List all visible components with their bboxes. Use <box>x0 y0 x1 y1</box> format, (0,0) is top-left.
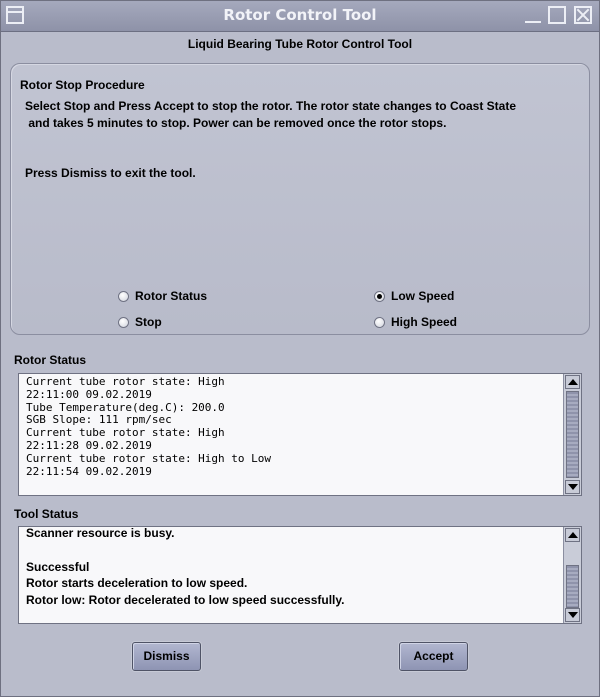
dismiss-button[interactable]: Dismiss <box>132 642 201 671</box>
scroll-down-arrow-icon[interactable] <box>565 608 580 622</box>
minimize-icon[interactable] <box>524 6 542 24</box>
log-line: Current tube rotor state: High <box>26 376 225 388</box>
accept-button[interactable]: Accept <box>399 642 468 671</box>
tool-status-scrollbar[interactable] <box>563 527 581 623</box>
log-line: Current tube rotor state: High <box>26 426 225 440</box>
scroll-thumb[interactable] <box>566 565 579 608</box>
rotor-stop-procedure-panel <box>10 63 590 335</box>
tool-status-log-content <box>26 525 561 609</box>
radio-checked-icon <box>374 291 385 302</box>
rotor-status-log[interactable] <box>18 373 582 496</box>
procedure-instructions-line-1: Select Stop and Press Accept to stop the rotor. The rotor state changes to Coast State <box>25 99 516 113</box>
scroll-up-arrow-icon[interactable] <box>565 375 580 389</box>
status-line: Successful <box>26 559 90 574</box>
radio-circle-icon <box>118 291 129 302</box>
rotor-status-log-content <box>26 376 561 478</box>
log-line: 22:11:28 09.02.2019 <box>26 438 152 452</box>
log-line: SGB Slope: 111 rpm/sec <box>26 413 172 427</box>
high-speed-radio-label: High Speed <box>391 315 458 329</box>
status-line: Rotor low: Rotor decelerated to low speed successfully. <box>26 593 345 608</box>
status-line: Scanner resource is busy. <box>26 526 175 540</box>
log-line: 22:11:54 09.02.2019 <box>26 464 152 478</box>
procedure-instructions-line-2: and takes 5 minutes to stop. Power can be removed once the rotor stops. <box>25 116 447 130</box>
stop-radio-label: Stop <box>135 315 162 329</box>
radio-circle-icon <box>118 317 129 328</box>
stop-radio[interactable] <box>118 315 162 329</box>
title-bar[interactable] <box>1 1 599 32</box>
tool-subtitle: Liquid Bearing Tube Rotor Control Tool <box>187 37 413 51</box>
rotor-status-radio-label: Rotor Status <box>135 289 207 303</box>
window-title: Rotor Control Tool <box>223 6 377 24</box>
procedure-title: Rotor Stop Procedure <box>20 78 145 92</box>
rotor-status-radio[interactable] <box>118 289 207 303</box>
log-line: Tube Temperature(deg.C): 200.0 <box>26 400 225 414</box>
tool-status-log[interactable] <box>18 526 582 624</box>
scroll-up-arrow-icon[interactable] <box>565 528 580 542</box>
tool-status-section-label: Tool Status <box>14 507 79 521</box>
status-line <box>26 542 561 559</box>
log-line: Current tube rotor state: High to Low <box>26 451 272 465</box>
low-speed-radio[interactable] <box>374 289 454 303</box>
log-line: 22:11:00 09.02.2019 <box>26 387 152 401</box>
scroll-down-arrow-icon[interactable] <box>565 480 580 494</box>
low-speed-radio-label: Low Speed <box>391 289 455 303</box>
high-speed-radio[interactable] <box>374 315 457 329</box>
rotor-status-scrollbar[interactable] <box>563 374 581 495</box>
maximize-icon[interactable] <box>548 6 566 24</box>
close-icon[interactable] <box>574 6 592 24</box>
rotor-status-section-label: Rotor Status <box>14 353 86 367</box>
radio-circle-icon <box>374 317 385 328</box>
dismiss-hint: Press Dismiss to exit the tool. <box>25 166 196 180</box>
status-line: Rotor starts deceleration to low speed. <box>26 576 248 591</box>
scroll-thumb[interactable] <box>566 391 579 478</box>
